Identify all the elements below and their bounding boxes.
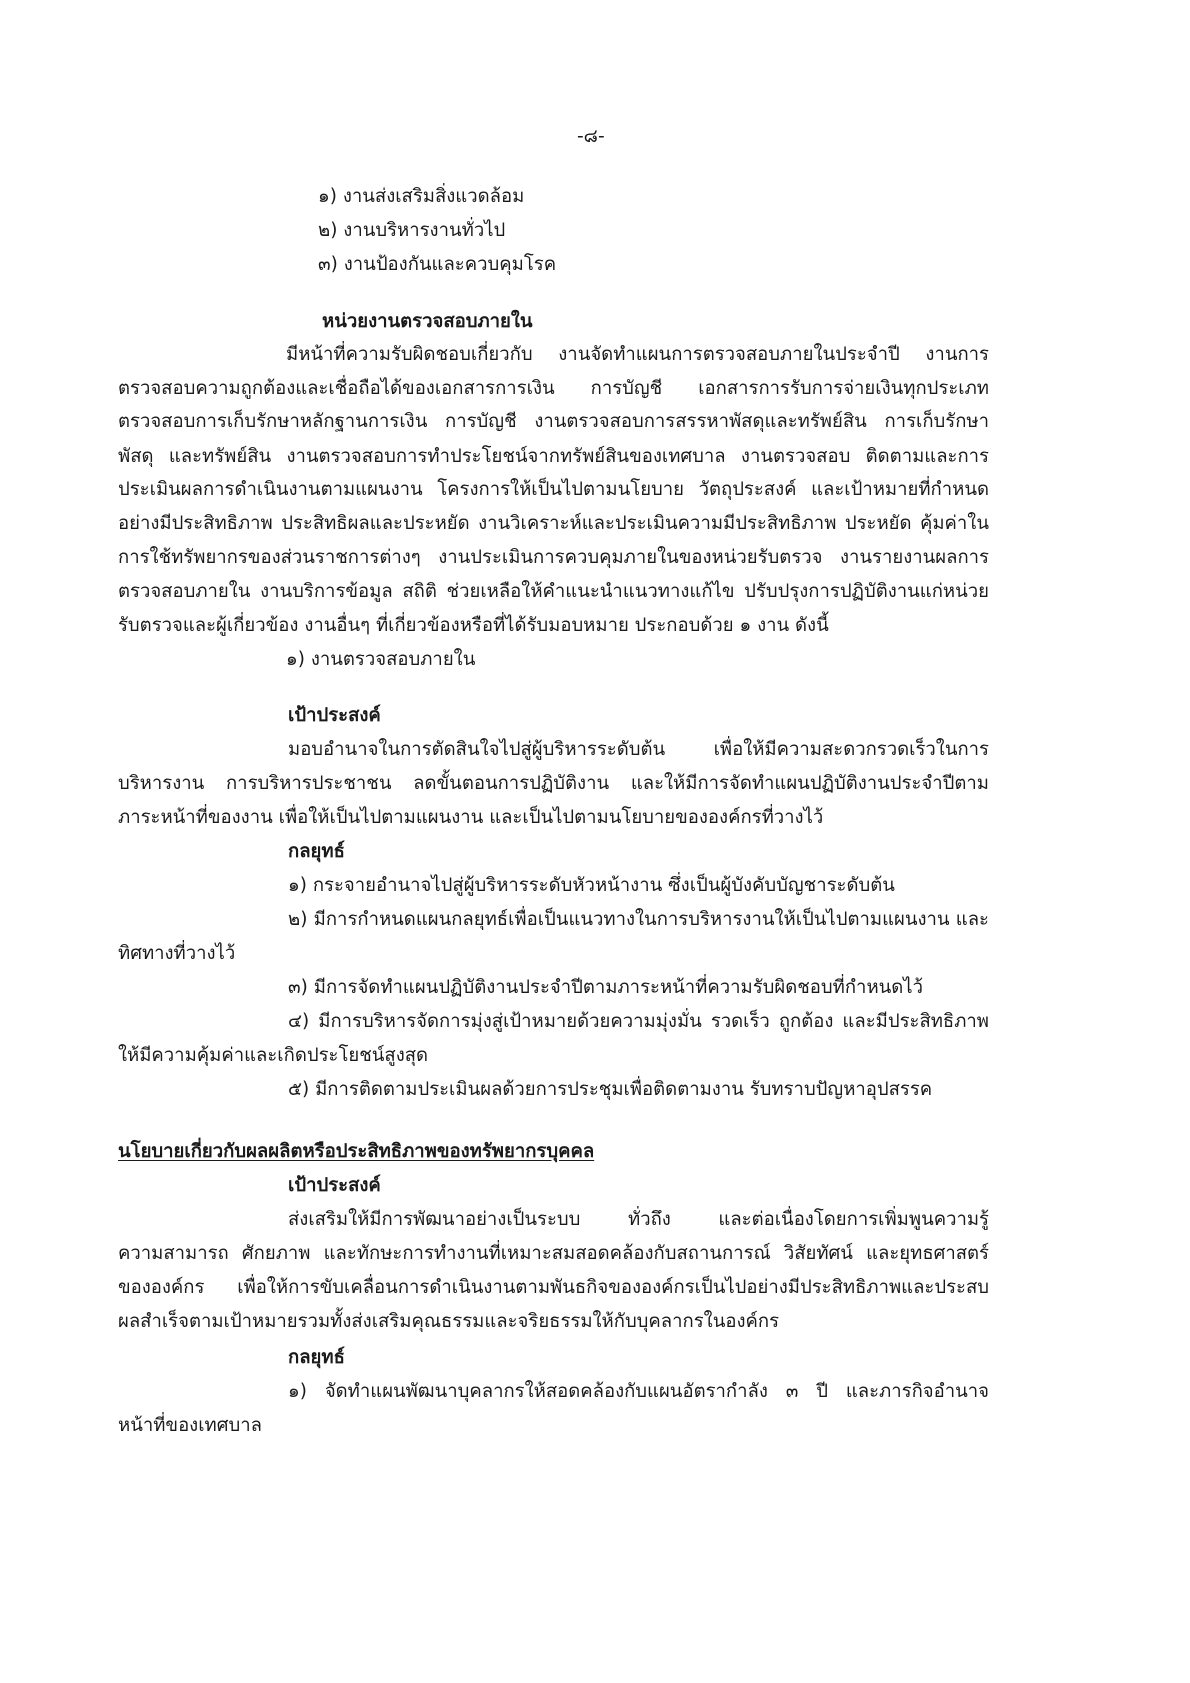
policy-objective-line: ผลสำเร็จตามเป้าหมายรวมทั้งส่งเสริมคุณธรรมและจริยธรรมให้กับบุคลากรในองค์กร (118, 1311, 780, 1332)
policy-objective-heading: เป้าประสงค์ (288, 1175, 381, 1196)
strategy-item-continuation: ให้มีความคุ้มค่าและเกิดประโยชน์สูงสุด (118, 1045, 429, 1066)
audit-paragraph-line: พัสดุ และทรัพย์สิน งานตรวจสอบการทำประโยชน์จากทรัพย์สินของเทศบาล งานตรวจสอบ ติดตามและการ (118, 446, 989, 467)
policy-strategy-item: ๑) จัดทำแผนพัฒนาบุคลากรให้สอดคล้องกับแผนอัตรากำลัง ๓ ปี และภารกิจอำนาจ (288, 1381, 989, 1402)
strategy-heading: กลยุทธ์ (288, 841, 345, 862)
strategy-item: ๑) กระจายอำนาจไปสู่ผู้บริหารระดับหัวหน้างาน ซึ่งเป็นผู้บังคับบัญชาระดับต้น (288, 875, 895, 896)
strategy-item: ๒) มีการกำหนดแผนกลยุทธ์เพื่อเป็นแนวทางในการบริหารงานให้เป็นไปตามแผนงาน และ (288, 909, 989, 930)
policy-objective-line: ความสามารถ ศักยภาพ และทักษะการทำงานที่เหมาะสมสอดคล้องกับสถานการณ์ วิสัยทัศน์ และยุทธศาสตร์ (118, 1243, 989, 1264)
strategy-item: ๔) มีการบริหารจัดการมุ่งสู่เป้าหมายด้วยความมุ่งมั่น รวดเร็ว ถูกต้อง และมีประสิทธิภาพ (288, 1011, 989, 1032)
list-item: ๒) งานบริหารงานทั่วไป (318, 220, 506, 241)
objective-paragraph-line: ภาระหน้าที่ของงาน เพื่อให้เป็นไปตามแผนงาน และเป็นไปตามนโยบายขององค์กรที่วางไว้ (118, 807, 824, 828)
audit-paragraph-line: รับตรวจและผู้เกี่ยวข้อง งานอื่นๆ ที่เกี่ยวข้องหรือที่ได้รับมอบหมาย ประกอบด้วย ๑ งาน ดังนี้ (118, 615, 829, 636)
audit-paragraph-line: มีหน้าที่ความรับผิดชอบเกี่ยวกับ งานจัดทำแผนการตรวจสอบภายในประจำปี งานการ (286, 344, 989, 365)
strategy-item: ๕) มีการติดตามประเมินผลด้วยการประชุมเพื่อติดตามงาน รับทราบปัญหาอุปสรรค (288, 1079, 933, 1100)
page-number: -๘- (577, 126, 605, 147)
list-item: ๓) งานป้องกันและควบคุมโรค (318, 254, 557, 275)
strategy-item-continuation: ทิศทางที่วางไว้ (118, 943, 236, 964)
objective-heading: เป้าประสงค์ (288, 705, 381, 726)
audit-paragraph-line: อย่างมีประสิทธิภาพ ประสิทธิผลและประหยัด งานวิเคราะห์และประเมินความมีประสิทธิภาพ ประหยัด คุ้มค่าใน (118, 513, 989, 534)
policy-objective-line: ส่งเสริมให้มีการพัฒนาอย่างเป็นระบบ ทั่วถึง และต่อเนื่องโดยการเพิ่มพูนความรู้ (288, 1209, 989, 1230)
list-item: ๑) งานตรวจสอบภายใน (286, 649, 476, 670)
audit-paragraph-line: ตรวจสอบภายใน งานบริการข้อมูล สถิติ ช่วยเหลือให้คำแนะนำแนวทางแก้ไข ปรับปรุงการปฏิบัติงานแก่หน่วย (118, 581, 989, 602)
objective-paragraph-line: บริหารงาน การบริหารประชาชน ลดขั้นตอนการปฏิบัติงาน และให้มีการจัดทำแผนปฏิบัติงานประจำปีตาม (118, 773, 989, 794)
objective-paragraph-line: มอบอำนาจในการตัดสินใจไปสู่ผู้บริหารระดับต้น เพื่อให้มีความสะดวกรวดเร็วในการ (288, 739, 989, 760)
policy-strategy-heading: กลยุทธ์ (288, 1347, 345, 1368)
policy-strategy-item-continuation: หน้าที่ของเทศบาล (118, 1415, 262, 1436)
audit-paragraph-line: ตรวจสอบความถูกต้องและเชื่อถือได้ของเอกสารการเงิน การบัญชี เอกสารการรับการจ่ายเงินทุกประเภท (118, 378, 989, 399)
audit-paragraph-line: การใช้ทรัพยากรของส่วนราชการต่างๆ งานประเมินการควบคุมภายในของหน่วยรับตรวจ งานรายงานผลการ (118, 547, 989, 568)
audit-heading: หน่วยงานตรวจสอบภายใน (322, 311, 533, 332)
list-item: ๑) งานส่งเสริมสิ่งแวดล้อม (318, 186, 525, 207)
audit-paragraph-line: ตรวจสอบการเก็บรักษาหลักฐานการเงิน การบัญชี งานตรวจสอบการสรรหาพัสดุและทรัพย์สิน การเก็บรักษา (118, 411, 989, 432)
policy-objective-line: ขององค์กร เพื่อให้การขับเคลื่อนการดำเนินงานตามพันธกิจขององค์กรเป็นไปอย่างมีประสิทธิภาพและประสบ (118, 1277, 989, 1298)
audit-paragraph-line: ประเมินผลการดำเนินงานตามแผนงาน โครงการให้เป็นไปตามนโยบาย วัตถุประสงค์ และเป้าหมายที่กำหนด (118, 479, 989, 500)
policy-title: นโยบายเกี่ยวกับผลผลิตหรือประสิทธิภาพของทรัพยากรบุคคล (118, 1141, 595, 1162)
strategy-item: ๓) มีการจัดทำแผนปฏิบัติงานประจำปีตามภาระหน้าที่ความรับผิดชอบที่กำหนดไว้ (288, 977, 923, 998)
